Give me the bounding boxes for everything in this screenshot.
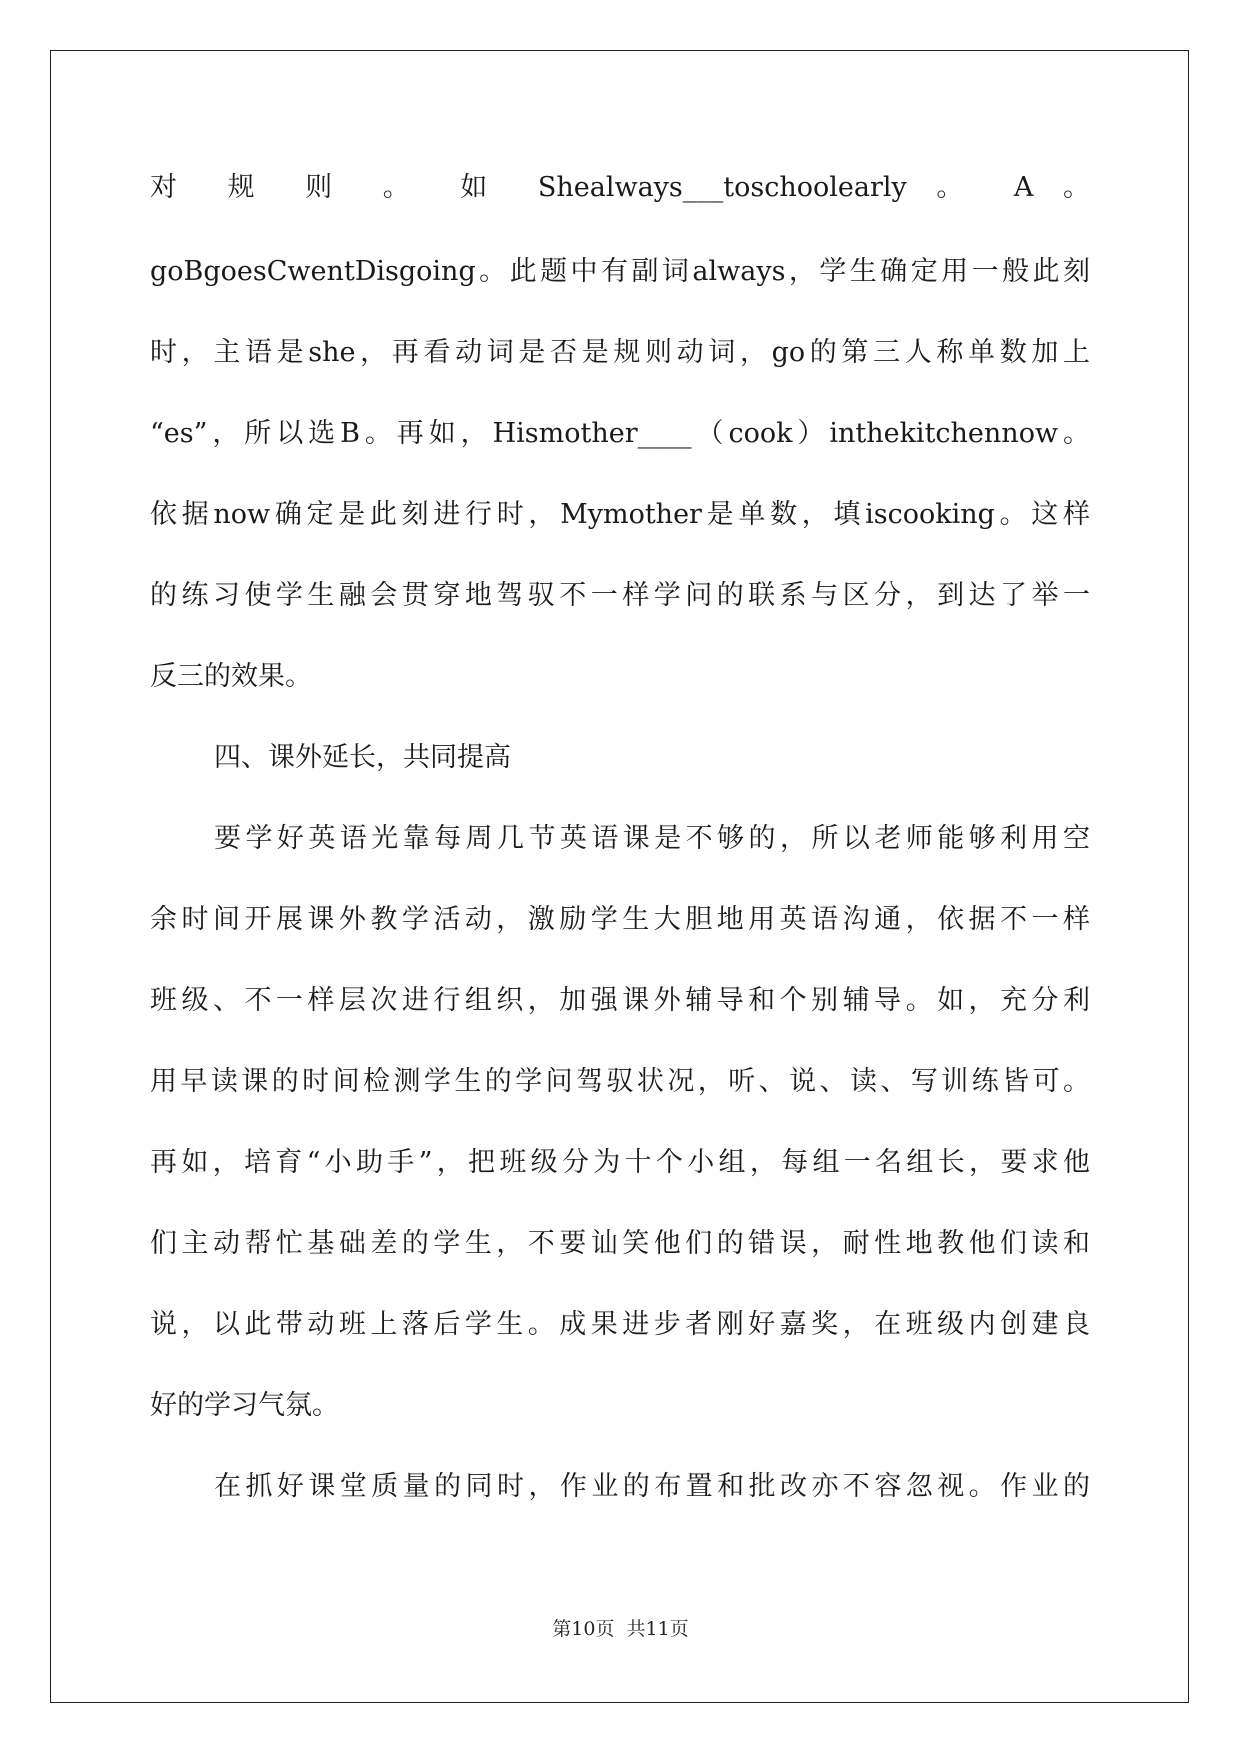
page-number: 第10页 (552, 1618, 615, 1640)
text-line: 余时间开展课外教学活动，激励学生大胆地用英语沟通，依据不一样 (150, 904, 1090, 935)
text-line: 再如，培育“小助手”，把班级分为十个小组，每组一名组长，要求他 (150, 1147, 1090, 1178)
text-line: 反三的效果。 (150, 661, 312, 692)
text-line: 在抓好课堂质量的同时，作业的布置和批改亦不容忽视。作业的 (214, 1471, 1090, 1502)
text-line: 说，以此带动班上落后学生。成果进步者刚好嘉奖，在班级内创建良 (150, 1309, 1090, 1340)
text-line: 依据now确定是此刻进行时，Mymother是单数，填iscooking。这样 (150, 499, 1090, 530)
text-line: goBgoesCwentDisgoing。此题中有副词always，学生确定用一般此刻 (150, 256, 1090, 287)
text-line: 好的学习气氛。 (150, 1390, 339, 1421)
page-total: 共11页 (626, 1618, 689, 1640)
document-body (150, 150, 1090, 1527)
text-line: 班级、不一样层次进行组织，加强课外辅导和个别辅导。如，充分利 (150, 985, 1090, 1016)
text-line: 时，主语是she，再看动词是否是规则动词，go的第三人称单数加上 (150, 337, 1090, 368)
page-footer (0, 1614, 1241, 1641)
text-line: 用早读课的时间检测学生的学问驾驭状况，听、说、读、写训练皆可。 (150, 1066, 1090, 1097)
text-line: 的练习使学生融会贯穿地驾驭不一样学问的联系与区分，到达了举一 (150, 580, 1090, 611)
section-heading: 四、课外延长，共同提高 (214, 742, 511, 773)
text-line: 们主动帮忙基础差的学生，不要讪笑他们的错误，耐性地教他们读和 (150, 1228, 1090, 1259)
text-line: “es”，所以选B。再如，Hismother____（cook）inthekitchennow。 (150, 418, 1090, 449)
text-line: 要学好英语光靠每周几节英语课是不够的，所以老师能够利用空 (214, 823, 1090, 854)
text-line: 对 规 则 。 如 Shealways___toschoolearly 。 A 。 (150, 172, 1090, 203)
